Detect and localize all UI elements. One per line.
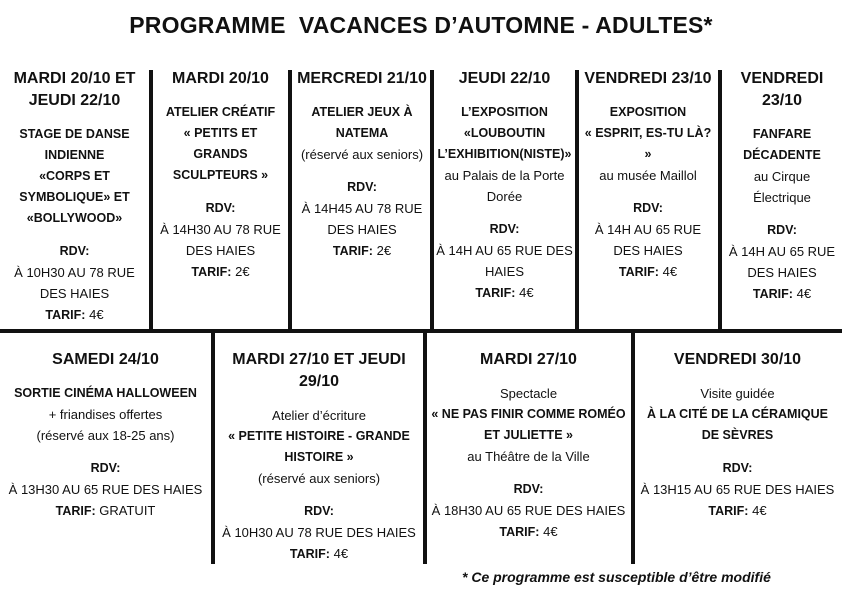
rdv-label: RDV: — [722, 461, 753, 475]
divider — [288, 70, 292, 329]
event-line: Atelier d’écriture — [272, 408, 366, 423]
tarif-label: TARIF: — [752, 287, 793, 301]
rdv-label: RDV: — [489, 222, 520, 236]
event-cell — [296, 68, 428, 262]
tarif-value: 4€ — [752, 503, 767, 518]
rdv-value: À 14H45 AU 78 RUE DES HAIES — [301, 201, 423, 237]
rdv-label: RDV: — [767, 223, 797, 237]
page-title: PROGRAMME VACANCES D’AUTOMNE - ADULTES* — [129, 12, 713, 38]
event-line: (réservé aux seniors) — [257, 471, 381, 486]
divider — [149, 70, 153, 329]
tarif-value: 2€ — [235, 264, 250, 279]
event-cell — [637, 349, 838, 522]
tarif-label: TARIF: — [289, 547, 330, 561]
event-day: MARDI 27/10 ET JEUDI 29/10 — [232, 351, 406, 390]
event-day: SAMEDI 24/10 — [52, 351, 159, 368]
event-day: VENDREDI 30/10 — [673, 351, 802, 368]
event-day: JEUDI 22/10 — [458, 70, 551, 87]
event-line: «BOLLYWOOD» — [26, 211, 123, 225]
event-day: MARDI 27/10 — [480, 351, 577, 368]
event-day: MARDI 20/10 — [172, 70, 269, 87]
rdv-label: RDV: — [205, 201, 236, 215]
tarif-label: TARIF: — [55, 504, 96, 518]
tarif-label: TARIF: — [708, 504, 749, 518]
rdv-label: RDV: — [513, 482, 544, 496]
event-line: au Palais de la Porte Dorée — [444, 168, 565, 204]
event-line: L’EXPOSITION «LOUBOUTIN L’EXHIBITION(NISTE)» — [437, 105, 572, 161]
event-line: EXPOSITION — [609, 105, 687, 119]
rdv-value: À 14H AU 65 RUE DES HAIES — [594, 222, 702, 258]
tarif-value: 4€ — [519, 285, 534, 300]
event-line: « ESPRIT, ES-TU LÀ? » — [584, 126, 712, 161]
event-line: STAGE DE DANSE INDIENNE — [19, 127, 130, 162]
event-line: « PETITE HISTOIRE - GRANDE HISTOIRE » — [228, 429, 410, 464]
event-line: « PETITS ET GRANDS SCULPTEURS » — [172, 126, 269, 182]
event-line: (réservé aux seniors) — [300, 147, 424, 162]
divider — [631, 333, 635, 564]
event-day: MARDI 20/10 ET JEUDI 22/10 — [13, 70, 136, 109]
rdv-value: À 10H30 AU 78 RUE DES HAIES — [14, 265, 135, 301]
event-cell — [429, 349, 628, 543]
rdv-label: RDV: — [633, 201, 663, 215]
divider — [430, 70, 434, 329]
event-line: au musée Maillol — [599, 168, 697, 183]
event-line: ATELIER CRÉATIF — [165, 105, 276, 119]
tarif-value: 4€ — [662, 264, 678, 279]
rdv-value: À 14H30 AU 78 RUE DES HAIES — [160, 222, 281, 258]
tarif-label: TARIF: — [191, 265, 232, 279]
tarif-label: TARIF: — [618, 265, 659, 279]
footnote: * Ce programme est susceptible d’être modifié — [462, 569, 771, 585]
event-cell — [580, 68, 716, 283]
event-line: ATELIER JEUX À NATEMA — [311, 105, 413, 140]
event-line: SORTIE CINÉMA HALLOWEEN — [14, 386, 197, 400]
tarif-value: 2€ — [376, 243, 392, 258]
rdv-value: À 18H30 AU 65 RUE DES HAIES — [431, 503, 626, 518]
tarif-label: TARIF: — [499, 525, 540, 539]
rdv-label: RDV: — [304, 504, 334, 518]
tarif-value: 4€ — [333, 546, 349, 561]
event-line: Spectacle — [499, 386, 558, 401]
event-line: + friandises offertes — [48, 407, 163, 422]
event-day: MERCREDI 21/10 — [297, 70, 427, 87]
rdv-value: À 13H30 AU 65 RUE DES HAIES — [8, 482, 203, 497]
tarif-label: TARIF: — [475, 286, 516, 300]
divider — [718, 70, 722, 329]
tarif-label: TARIF: — [332, 244, 373, 258]
event-line: (réservé aux 18-25 ans) — [36, 428, 175, 443]
event-cell — [724, 68, 840, 305]
event-day: VENDREDI 23/10 — [584, 70, 712, 87]
tarif-label: TARIF: — [45, 308, 86, 322]
divider — [423, 333, 427, 564]
event-line: FANFARE DÉCADENTE — [743, 127, 821, 162]
event-day: VENDREDI 23/10 — [740, 70, 824, 109]
divider — [575, 70, 579, 329]
tarif-value: 4€ — [543, 524, 558, 539]
event-cell — [155, 68, 286, 283]
tarif-value: 4€ — [796, 286, 812, 301]
rdv-value: À 13H15 AU 65 RUE DES HAIES — [640, 482, 835, 497]
rdv-label: RDV: — [90, 461, 121, 475]
row-divider — [0, 329, 842, 333]
event-line: au Théâtre de la Ville — [467, 449, 590, 464]
rdv-label: RDV: — [59, 244, 90, 258]
rdv-value: À 14H AU 65 RUE DES HAIES — [728, 244, 836, 280]
tarif-value: GRATUIT — [99, 503, 156, 518]
rdv-value: À 10H30 AU 78 RUE DES HAIES — [222, 525, 416, 540]
event-line: À LA CITÉ DE LA CÉRAMIQUE DE SÈVRES — [646, 407, 829, 442]
event-line: Visite guidée — [700, 386, 775, 401]
divider — [211, 333, 215, 564]
rdv-value: À 14H AU 65 RUE DES HAIES — [436, 243, 573, 279]
event-cell — [436, 68, 573, 304]
event-line: «CORPS ET SYMBOLIQUE» ET — [19, 169, 130, 204]
event-cell — [219, 349, 419, 565]
event-line: au Cirque Électrique — [753, 169, 811, 205]
rdv-label: RDV: — [347, 180, 377, 194]
tarif-value: 4€ — [89, 307, 104, 322]
event-cell — [2, 68, 147, 326]
event-cell — [4, 349, 207, 522]
event-line: « NE PAS FINIR COMME ROMÉO ET JULIETTE » — [431, 407, 626, 442]
